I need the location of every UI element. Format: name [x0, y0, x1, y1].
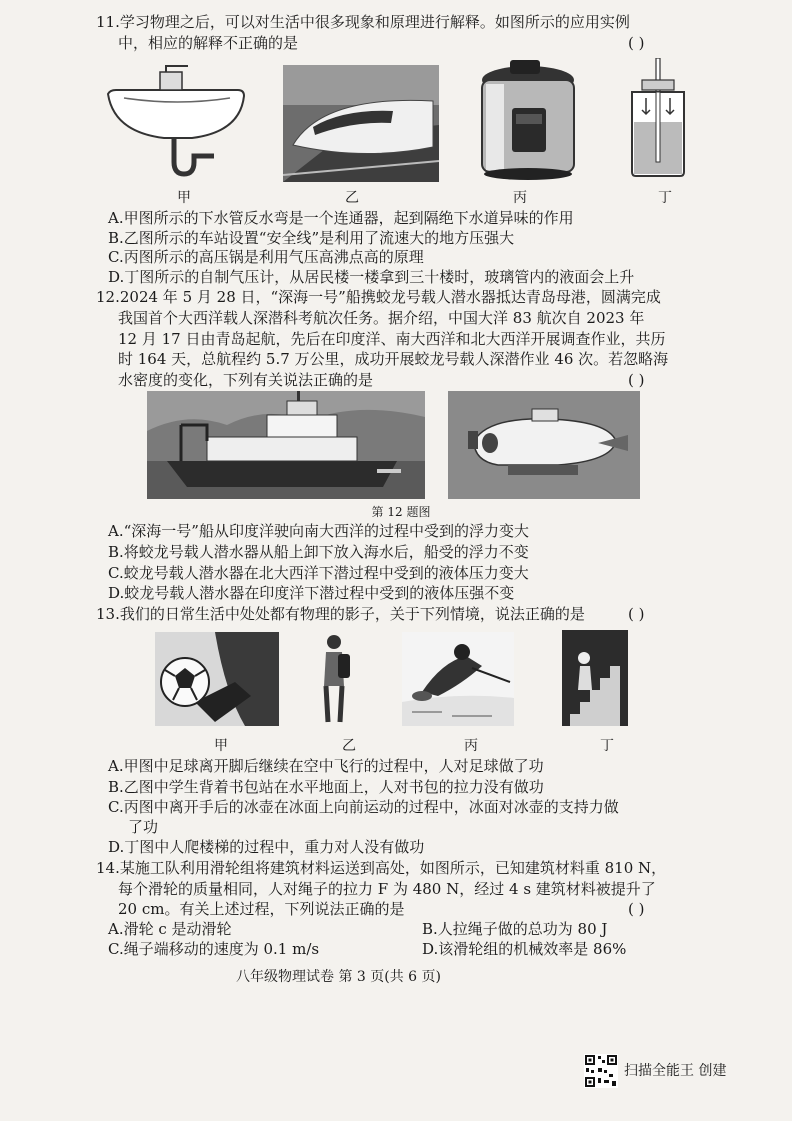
q13-option-c: C.丙图中离开手后的冰壶在冰面上向前运动的过程中，冰面对冰壶的支持力做	[108, 798, 619, 816]
q13-stem: 13.我们的日常生活中处处都有物理的影子，关于下列情境，说法正确的是	[96, 605, 585, 623]
q11-option-c: C.丙图所示的高压锅是利用气压高沸点高的原理	[108, 248, 424, 266]
q14-stem-line-1: 14.某施工队利用滑轮组将建筑材料运送到高处，如图所示，已知建筑材料重 810 N，	[96, 859, 667, 877]
q13-student-image	[312, 632, 356, 726]
q13-option-c-continued: 了功	[128, 818, 159, 836]
q12-stem-line-2: 我国首个大西洋载人深潜科考航次任务。据介绍，中国大洋 83 航次自 2023 年	[118, 309, 645, 327]
q11-barometer-image	[626, 58, 690, 182]
q12-option-a: A.“深海一号”船从印度洋驶向南大西洋的过程中受到的浮力变大	[108, 522, 529, 540]
q13-football-image	[155, 632, 279, 726]
q12-answer-paren: ( )	[628, 371, 645, 389]
q11-caption-bing: 丙	[513, 190, 527, 206]
q13-option-b: B.乙图中学生背着书包站在水平地面上，人对书包的拉力没有做功	[108, 778, 544, 796]
q12-option-d: D.蛟龙号载人潜水器在印度洋下潜过程中受到的液体压强不变	[108, 584, 515, 602]
q13-answer-paren: ( )	[628, 605, 645, 623]
q13-option-a: A.甲图中足球离开脚后继续在空中飞行的过程中，人对足球做了功	[108, 757, 544, 775]
qr-code-icon	[584, 1054, 618, 1088]
q12-stem-line-5: 水密度的变化，下列有关说法正确的是	[118, 371, 374, 389]
page-footer: 八年级物理试卷 第 3 页(共 6 页)	[236, 969, 441, 985]
q13-caption-bing: 丙	[464, 738, 478, 754]
scanner-watermark: 扫描全能王 创建	[624, 1063, 727, 1079]
q11-sink-image	[104, 62, 250, 182]
q13-caption-yi: 乙	[342, 738, 356, 754]
q13-caption-ding: 丁	[600, 738, 614, 754]
q13-caption-jia: 甲	[214, 738, 228, 754]
q14-stem-line-2: 每个滑轮的质量相同，人对绳子的拉力 F 为 480 N，经过 4 s 建筑材料被提升了	[118, 880, 656, 898]
q11-train-image	[283, 65, 439, 182]
q13-option-d: D.丁图中人爬楼梯的过程中，重力对人没有做功	[108, 838, 425, 856]
q11-caption-jia: 甲	[177, 190, 191, 206]
q12-stem-line-3: 12 月 17 日由青岛起航，先后在印度洋、南大西洋和北大西洋开展调查作业，共历	[118, 330, 666, 348]
q12-submersible-image	[448, 391, 640, 499]
q14-answer-paren: ( )	[628, 900, 645, 918]
q14-option-d: D.该滑轮组的机械效率是 86%	[422, 940, 627, 958]
q11-option-b: B.乙图所示的车站设置“安全线”是利用了流速大的地方压强大	[108, 229, 515, 247]
q11-caption-yi: 乙	[345, 190, 359, 206]
q13-curling-image	[402, 632, 514, 726]
q11-option-a: A.甲图所示的下水管反水弯是一个连通器，起到隔绝下水道异味的作用	[108, 209, 574, 227]
q12-ship-image	[147, 391, 425, 499]
q14-option-c: C.绳子端移动的速度为 0.1 m/s	[108, 940, 320, 958]
q14-stem-line-3: 20 cm。有关上述过程，下列说法正确的是	[118, 900, 405, 918]
q14-option-a: A.滑轮 c 是动滑轮	[108, 920, 232, 938]
q14-option-b: B.人拉绳子做的总功为 80 J	[422, 920, 608, 938]
q12-stem-line-4: 时 164 天，总航程约 5.7 万公里，成功开展蛟龙号载人深潜作业 46 次。若忽略海	[118, 350, 669, 368]
q12-option-c: C.蛟龙号载人潜水器在北大西洋下潜过程中受到的液体压力变大	[108, 564, 529, 582]
q11-answer-paren: ( )	[628, 34, 645, 52]
q11-caption-ding: 丁	[658, 190, 672, 206]
q12-figure-caption: 第 12 题图	[371, 505, 431, 519]
q12-option-b: B.将蛟龙号载人潜水器从船上卸下放入海水后，船受的浮力不变	[108, 543, 529, 561]
q11-stem-line-1: 11.学习物理之后，可以对生活中很多现象和原理进行解释。如图所示的应用实例	[96, 13, 630, 31]
q11-stem-line-2: 中，相应的解释不正确的是	[118, 34, 299, 52]
q12-stem-line-1: 12.2024 年 5 月 28 日，“深海一号”船携蛟龙号载人潜水器抵达青岛母港，圆满完成	[96, 288, 661, 306]
q11-option-d: D.丁图所示的自制气压计，从居民楼一楼拿到三十楼时，玻璃管内的液面会上升	[108, 268, 635, 286]
q11-pressure-cooker-image	[472, 58, 584, 182]
q13-stairs-image	[562, 630, 628, 726]
